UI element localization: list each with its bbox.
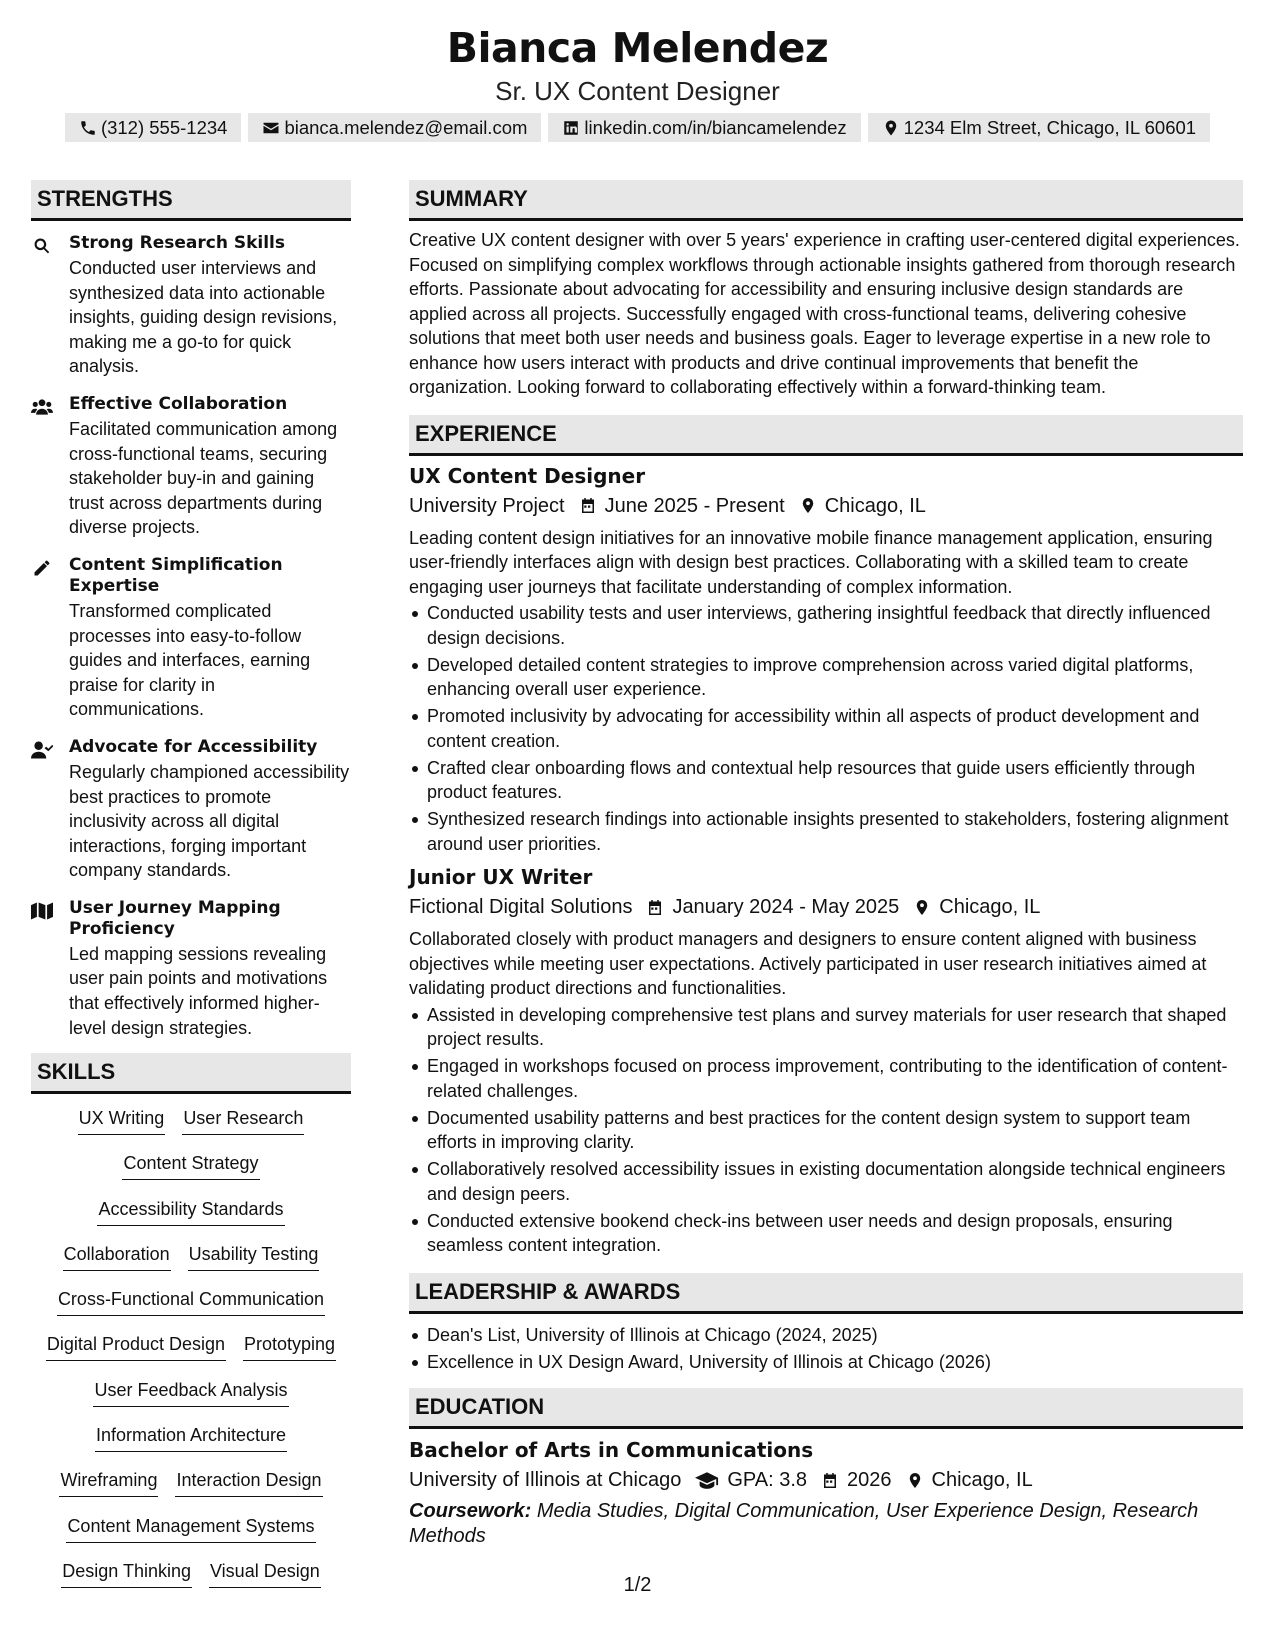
contact-bar [0, 113, 1275, 142]
award-item: Dean's List, University of Illinois at Chicago (2024, 2025) [409, 1323, 1243, 1348]
skill-tag: Prototyping [243, 1333, 336, 1361]
strength-desc: Transformed complicated processes into easy-to-follow guides and interfaces, earning praise for clarity in communications. [69, 600, 311, 720]
calendar-icon [821, 1471, 839, 1490]
strength-item [31, 555, 351, 722]
education-heading: EDUCATION [409, 1388, 1243, 1429]
skills-list [31, 1094, 351, 1605]
address-text: 1234 Elm Street, Chicago, IL 60601 [903, 116, 1197, 138]
job-description: Leading content design initiatives for an innovative mobile finance management application, ensuring user-friendly interfaces align with design best practices. Collaborating with a skilled team to create engaging user journeys that facilitate understanding of complex information. [409, 527, 1213, 597]
left-column [31, 180, 351, 1055]
job-dates: January 2024 - May 2025 [672, 896, 900, 918]
bullet-item: Developed detailed content strategies to improve comprehension across varied digital platforms, enhancing overall user experience. [409, 653, 1243, 702]
bullet-item: Promoted inclusivity by advocating for accessibility within all aspects of product development and content creation. [409, 704, 1243, 753]
location-pin-icon [799, 496, 817, 515]
bullet-item: Assisted in developing comprehensive test plans and survey materials for user research that shaped project results. [409, 1003, 1243, 1052]
contact-address [868, 113, 1210, 142]
skills-section [31, 1053, 351, 1605]
summary-heading: SUMMARY [409, 180, 1243, 221]
skill-tag: Information Architecture [95, 1424, 287, 1452]
calendar-icon [579, 496, 597, 515]
job-entry [409, 864, 1243, 1258]
leadership-heading: LEADERSHIP & AWARDS [409, 1273, 1243, 1314]
bullet-item: Documented usability patterns and best practices for the content design system to support team efforts in improving clarity. [409, 1106, 1243, 1155]
summary-text: Creative UX content designer with over 5 years' experience in crafting user-centered digital experiences. Focused on simplifying complex workflows through actionable insights gathered from thorough research efforts. Passionate about advocating for accessibility and ensuring inclusive design standards are applied across all projects. Successfully engaged with cross-functional teams, delivering cohesive solutions that meet both user needs and business goals. Eager to leverage expertise in a new role to enhance how users interact with products and drive continual improvements that benefit the organization. Looking forward to collaborating effectively within a forward-thinking team. [409, 230, 1240, 397]
strength-item [31, 737, 351, 883]
candidate-title: Sr. UX Content Designer [495, 76, 780, 106]
search-icon [31, 236, 53, 256]
envelope-icon [262, 119, 280, 137]
strength-desc: Facilitated communication among cross-functional teams, securing stakeholder buy-in and gaining trust across departments during diverse projects. [69, 418, 338, 538]
coursework-list: Media Studies, Digital Communication, User Experience Design, Research Methods [409, 1500, 1199, 1547]
user-check-icon [31, 740, 53, 760]
job-company: Fictional Digital Solutions [409, 896, 633, 918]
job-meta [409, 893, 1243, 921]
education-location: Chicago, IL [931, 1469, 1033, 1491]
contact-linkedin [548, 113, 860, 142]
map-icon [31, 901, 53, 921]
skill-tag: UX Writing [78, 1107, 166, 1135]
job-meta [409, 492, 1243, 520]
page-number: 1/2 [623, 1574, 652, 1596]
phone-icon [79, 119, 97, 137]
strength-desc: Conducted user interviews and synthesized data into actionable insights, guiding design revisions, making me a go-to for quick analysis. [69, 258, 338, 377]
job-bullets [409, 601, 1243, 856]
job-entry [409, 463, 1243, 857]
strength-item [31, 898, 351, 1040]
school-name: University of Illinois at Chicago [409, 1469, 682, 1491]
skill-tag: Design Thinking [61, 1560, 192, 1588]
strength-item [31, 394, 351, 540]
job-title: Junior UX Writer [409, 865, 593, 889]
skill-tag: User Research [182, 1107, 304, 1135]
linkedin-icon [562, 119, 580, 137]
resume-header [0, 22, 1275, 107]
strength-title: Effective Collaboration [69, 393, 288, 414]
awards-list [409, 1323, 1243, 1375]
contact-phone [65, 113, 242, 142]
skill-tag: Cross-Functional Communication [57, 1288, 325, 1316]
skill-tag: Interaction Design [175, 1469, 322, 1497]
skill-tag: Wireframing [59, 1469, 158, 1497]
job-description: Collaborated closely with product managers and designers to ensure content aligned with business objectives while meeting user expectations. Actively participated in user research initiatives aimed at validating product directions and functionalities. [409, 929, 1207, 998]
bullet-item: Synthesized research findings into actionable insights presented to stakeholders, fostering alignment around user priorities. [409, 807, 1243, 856]
skill-tag: Collaboration [63, 1243, 171, 1271]
contact-email [248, 113, 541, 142]
skill-tag: Accessibility Standards [97, 1198, 284, 1226]
strength-title: Advocate for Accessibility [69, 736, 318, 757]
skill-tag: Content Strategy [122, 1152, 259, 1180]
location-pin-icon [913, 898, 931, 917]
strength-title: User Journey Mapping Proficiency [69, 897, 281, 939]
strength-title: Strong Research Skills [69, 233, 285, 253]
experience-heading: EXPERIENCE [409, 415, 1243, 456]
job-dates: June 2025 - Present [604, 494, 785, 517]
job-bullets [409, 1003, 1243, 1258]
coursework [409, 1499, 1243, 1548]
skill-tag: Usability Testing [188, 1243, 320, 1271]
graduation-cap-icon [695, 1471, 719, 1490]
strength-desc: Regularly championed accessibility best practices to promote inclusivity across all digital interactions, forging important company standards. [69, 761, 350, 881]
bullet-item: Crafted clear onboarding flows and contextual help resources that guide users efficiently through product features. [409, 756, 1243, 805]
location-pin-icon [906, 1471, 924, 1490]
bullet-item: Collaboratively resolved accessibility issues in existing documentation alongside technical engineers and design peers. [409, 1157, 1243, 1206]
bullet-item: Conducted usability tests and user interviews, gathering insightful feedback that directly influenced design decisions. [409, 601, 1243, 650]
strengths-heading: STRENGTHS [31, 180, 351, 221]
education-meta [409, 1466, 1243, 1494]
phone-text: (312) 555-1234 [100, 116, 228, 138]
candidate-name: Bianca Melendez [446, 24, 829, 72]
job-location: Chicago, IL [939, 896, 1041, 918]
location-pin-icon [882, 119, 900, 137]
linkedin-link[interactable]: linkedin.com/in/biancamelendez [584, 116, 847, 138]
users-icon [31, 397, 53, 417]
job-company: University Project [409, 494, 565, 517]
pencil-icon [31, 558, 53, 578]
job-title: UX Content Designer [409, 463, 646, 488]
strength-title: Content Simplification Expertise [69, 554, 283, 596]
skill-tag: Visual Design [209, 1560, 321, 1588]
strength-item [31, 233, 351, 379]
gpa: GPA: 3.8 [727, 1469, 808, 1491]
skills-heading: SKILLS [31, 1053, 351, 1094]
graduation-year: 2026 [847, 1469, 892, 1491]
award-item: Excellence in UX Design Award, University of Illinois at Chicago (2026) [409, 1350, 1243, 1375]
skill-tag: Content Management Systems [66, 1515, 315, 1543]
skill-tag: User Feedback Analysis [93, 1379, 288, 1407]
calendar-icon [646, 898, 664, 917]
coursework-label: Coursework: [409, 1500, 532, 1522]
strength-desc: Led mapping sessions revealing user pain points and motivations that effectively informed higher-level design strategies. [69, 943, 328, 1038]
bullet-item: Conducted extensive bookend check-ins between user needs and design proposals, ensuring seamless content integration. [409, 1209, 1243, 1258]
bullet-item: Engaged in workshops focused on process improvement, contributing to the identification of content-related challenges. [409, 1054, 1243, 1103]
skill-tag: Digital Product Design [46, 1333, 226, 1361]
email-link[interactable]: bianca.melendez@email.com [284, 116, 528, 138]
degree: Bachelor of Arts in Communications [409, 1438, 814, 1462]
job-location: Chicago, IL [824, 494, 926, 517]
right-column [409, 180, 1243, 1548]
strengths-list [31, 233, 351, 1040]
